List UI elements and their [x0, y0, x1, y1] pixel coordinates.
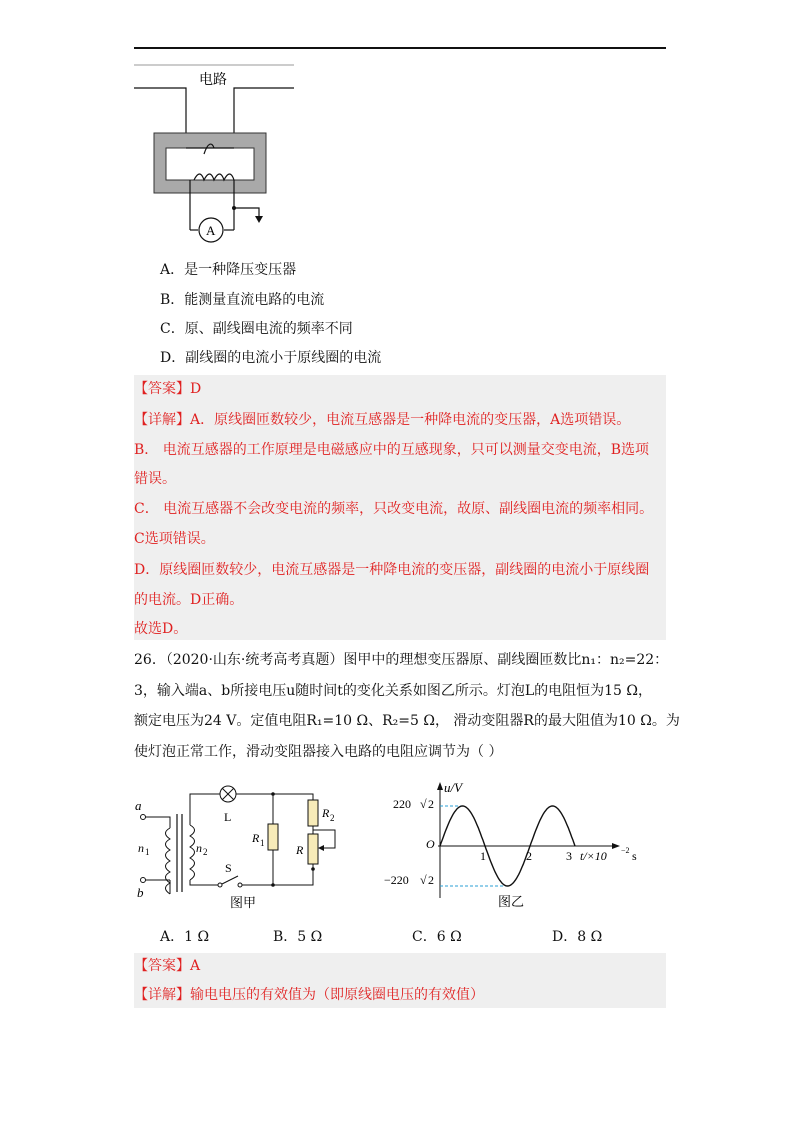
- lamp-label: L: [224, 810, 232, 824]
- q25-detail-d1: D．原线圈匝数较少，电流互感器是一种降电流的变压器，副线圈的电流小于原线圈: [134, 562, 650, 578]
- switch-label: S: [225, 861, 232, 875]
- q25-option-d: D．副线圈的电流小于原线圈的电流: [160, 350, 382, 366]
- current-transformer-figure: [134, 58, 304, 248]
- node-rheostat: [311, 867, 315, 871]
- secondary-coil: [190, 825, 195, 880]
- figure-b-chart: [380, 778, 650, 918]
- n2-sub: 2: [203, 847, 208, 857]
- ymin-tick-label: −220: [384, 873, 409, 887]
- n1-label: n: [138, 841, 144, 855]
- origin-label: O: [426, 837, 435, 851]
- ymax-root-sign: √: [420, 797, 427, 811]
- switch-contact-left: [218, 883, 222, 887]
- q25-option-c: C．原、副线圈电流的频率不同: [160, 321, 353, 337]
- circuit-wire-left: [134, 88, 186, 133]
- x-tick-3: 3: [566, 849, 572, 863]
- x-tick-2: 2: [526, 849, 532, 863]
- terminal-a-label: a: [135, 798, 142, 813]
- x-axis-arrow: [612, 843, 620, 849]
- answer-value: D: [190, 381, 202, 397]
- q25-option-a: A．是一种降压变压器: [160, 262, 297, 278]
- switch-left-wire: [190, 880, 218, 885]
- x-axis-label: t/×10: [580, 849, 607, 863]
- q26-choice-b: B．5 Ω: [273, 929, 323, 945]
- rheostat: [308, 834, 318, 864]
- q26-answer-line: [134, 957, 200, 975]
- q25-detail-d2: 的电流。D正确。: [134, 592, 244, 608]
- switch-right-wire: [242, 869, 313, 885]
- q26-stem-line-2: 3，输入端a、b所接电压u随时间t的变化关系如图乙所示。灯泡L的电阻恒为15 Ω，: [134, 683, 653, 699]
- y-axis-label: u/V: [444, 780, 463, 795]
- rheostat-label: R: [296, 843, 304, 857]
- core-window: [166, 148, 254, 180]
- q26-answer-value: A: [190, 958, 201, 974]
- q26-stem-line-3: 额定电压为24 V。定值电阻R₁=10 Ω、R₂=5 Ω， 滑动变阻器R的最大阻值为10 Ω。为: [134, 713, 680, 729]
- ymax-root-value: 2: [428, 797, 434, 811]
- node-top: [271, 792, 275, 796]
- secondary-top-wire: [190, 794, 220, 825]
- n2-label: n: [196, 841, 202, 855]
- ground-wire: [234, 208, 259, 218]
- figure-a-caption: 图甲: [230, 895, 257, 910]
- detail-text-a: A．原线圈匝数较少，电流互感器是一种降电流的变压器，A选项错误。: [190, 412, 631, 428]
- x-axis-exponent: −2: [621, 846, 630, 855]
- q26-answer-tag: 【答案】: [134, 958, 190, 974]
- q26-stem-line-4: 使灯泡正常工作，滑动变阻器接入电路的电阻应调节为（ ）: [134, 744, 503, 760]
- terminal-b-label: b: [137, 885, 144, 900]
- r2-resistor: [308, 800, 318, 826]
- ammeter-label: A: [206, 223, 216, 238]
- switch-contact-right: [238, 883, 242, 887]
- page-top-rule: [134, 47, 666, 49]
- answer-tag: 【答案】: [134, 381, 190, 397]
- x-axis-unit: s: [632, 849, 637, 863]
- q26-detail-text: 输电电压的有效值为（即原线圈电压的有效值）: [190, 987, 484, 1003]
- ground-arrow: [255, 216, 263, 223]
- r1-label: R: [252, 831, 260, 845]
- terminal-b: [141, 878, 146, 883]
- lamp-right-wire: [236, 794, 313, 820]
- slider-arrow: [318, 845, 324, 851]
- circuit-wire-right: [234, 88, 294, 133]
- q26-stem-line-1: 26．（2020·山东·统考高考真题）图甲中的理想变压器原、副线圈匝数比n₁：n₂=22：: [134, 652, 669, 668]
- terminal-a: [141, 815, 146, 820]
- figure-a-circuit: [130, 780, 370, 915]
- q25-option-b: B．能测量直流电路的电流: [160, 292, 325, 308]
- y-axis-arrow: [437, 782, 443, 790]
- r1-resistor: [268, 824, 278, 850]
- q26-detail-line: [134, 986, 484, 1004]
- node-bottom: [271, 883, 275, 887]
- ymin-root-sign: √: [420, 873, 427, 887]
- detail-tag: 【详解】: [134, 412, 190, 428]
- ymax-tick-label: 220: [393, 797, 411, 811]
- q26-detail-tag: 【详解】: [134, 987, 190, 1003]
- r2-sub: 2: [330, 813, 335, 823]
- primary-coil: [166, 828, 171, 894]
- q25-detail-c1: C． 电流互感器不会改变电流的频率，只改变电流，故原、副线圈电流的频率相同。: [134, 501, 654, 517]
- q25-detail-c2: C选项错误。: [134, 531, 215, 547]
- r1-sub: 1: [260, 838, 265, 848]
- primary-top-wire: [145, 817, 170, 828]
- r2-label: R: [322, 806, 330, 820]
- q25-detail-b1: B． 电流互感器的工作原理是电磁感应中的互感现象，只可以测量交变电流，B选项: [134, 442, 650, 458]
- q25-conclusion: 故选D。: [134, 621, 188, 637]
- ymin-root-value: 2: [428, 873, 434, 887]
- figure-b-caption: 图乙: [498, 894, 525, 909]
- q26-choice-d: D．8 Ω: [552, 929, 603, 945]
- circuit-label: 电路: [199, 73, 227, 88]
- q26-choice-a: A．1 Ω: [160, 929, 210, 945]
- q25-detail-b2: 错误。: [134, 471, 176, 487]
- q26-choice-c: C．6 Ω: [412, 929, 462, 945]
- q25-detail-a: [134, 411, 630, 429]
- n1-sub: 1: [145, 847, 150, 857]
- switch-blade: [222, 876, 238, 884]
- x-tick-1: 1: [480, 849, 486, 863]
- q25-answer-line: [134, 380, 201, 398]
